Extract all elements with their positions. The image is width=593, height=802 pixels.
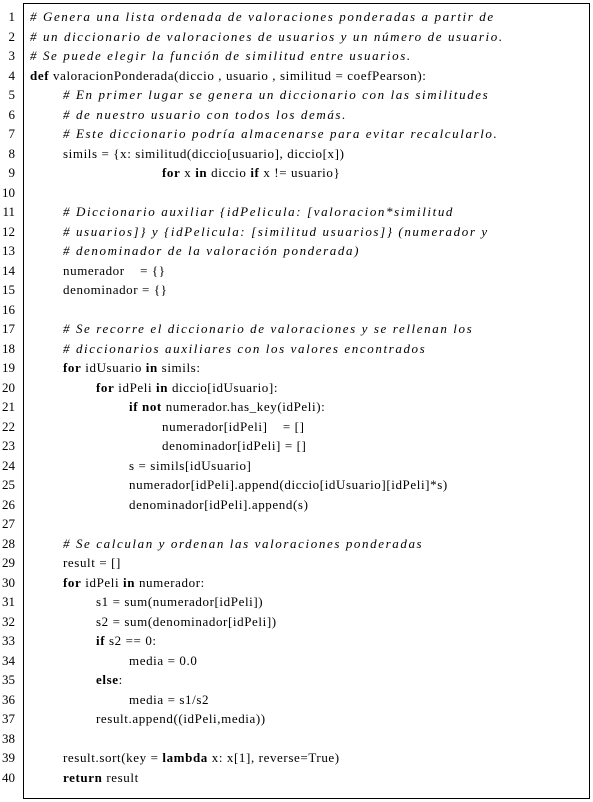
code-line [0, 358, 593, 377]
code-token: : [118, 672, 123, 687]
line-number: 37 [2, 711, 15, 726]
code-line [0, 241, 593, 260]
code-token: s2 = sum(denominador[idPeli]) [96, 613, 277, 629]
code-keyword: if not [129, 399, 162, 414]
code-text [129, 690, 209, 709]
line-number: 28 [2, 535, 15, 551]
code-keyword: in [195, 165, 208, 180]
code-line [0, 280, 593, 299]
code-line [0, 319, 593, 338]
line-number: 5 [8, 87, 15, 102]
code-text [162, 417, 305, 436]
code-text [63, 768, 139, 787]
line-number: 24 [2, 457, 15, 473]
code-token: result.sort(key = [63, 750, 163, 765]
code-line [0, 66, 593, 85]
code-line [0, 397, 593, 416]
code-keyword: for [63, 574, 82, 590]
line-number: 36 [2, 691, 15, 707]
code-token: s2 == 0: [105, 633, 157, 648]
code-line [0, 27, 593, 46]
code-token: media = 0.0 [129, 652, 198, 668]
code-line [0, 612, 593, 631]
code-token: simils = {x: similitud(diccio[usuario], diccio[x]) [63, 145, 345, 161]
line-number: 14 [2, 262, 15, 278]
line-number: 30 [2, 574, 15, 590]
code-line [0, 748, 593, 767]
code-text [63, 261, 166, 280]
code-comment: # denominador de la valoración ponderada) [63, 243, 361, 258]
code-comment: # diccionarios auxiliares con los valores encontrados [63, 340, 427, 356]
line-number: 12 [2, 223, 15, 239]
line-number: 6 [8, 106, 15, 122]
code-text [63, 144, 345, 163]
code-keyword: in [145, 360, 158, 375]
code-text [63, 358, 201, 377]
code-text [30, 66, 427, 85]
code-token: x != usuario} [259, 165, 341, 180]
line-number: 32 [2, 613, 15, 629]
code-line [0, 690, 593, 709]
code-line [0, 105, 593, 124]
code-text [96, 709, 266, 728]
code-token: denominador[idPeli] = [] [162, 438, 307, 453]
code-line [0, 534, 593, 553]
line-number: 20 [2, 379, 15, 395]
code-line [0, 144, 593, 163]
code-keyword: if [96, 633, 106, 648]
code-comment: # Genera una lista ordenada de valoraciones ponderadas a partir de [30, 9, 495, 24]
code-text [63, 202, 454, 221]
code-token: result = [] [63, 555, 121, 570]
code-token: diccio[idUsuario]: [168, 379, 279, 395]
code-line [0, 222, 593, 241]
code-token: result.append((idPeli,media)) [96, 711, 266, 726]
code-token: x [180, 165, 196, 180]
code-comment: # Este diccionario podría almacenarse para evitar recalcularlo. [63, 126, 499, 141]
line-number: 9 [8, 165, 15, 180]
code-line [0, 163, 593, 182]
code-text [30, 27, 504, 46]
code-text [63, 553, 121, 572]
line-number: 8 [8, 145, 15, 161]
code-comment: # En primer lugar se genera un diccionario con las similitudes [63, 87, 490, 102]
code-text [63, 319, 473, 338]
code-comment: # de nuestro usuario con todos los demás. [63, 106, 347, 122]
code-text [129, 475, 448, 494]
code-token: numerador = {} [63, 262, 166, 278]
line-number: 1 [8, 9, 15, 24]
code-comment: # un diccionario de valoraciones de usuarios y un número de usuario. [30, 28, 504, 44]
line-number: 25 [2, 477, 15, 492]
code-token: simils: [157, 360, 201, 375]
code-line [0, 417, 593, 436]
code-line [0, 339, 593, 358]
code-text [96, 670, 123, 689]
code-token: s = simils[idUsuario] [129, 457, 252, 473]
line-number: 17 [2, 321, 15, 336]
code-text [63, 124, 498, 143]
code-token: result [102, 769, 139, 785]
code-token: valoracionPonderada(diccio , usuario , similitud = coefPearson): [49, 67, 427, 83]
code-line [0, 183, 593, 202]
code-line [0, 46, 593, 65]
code-token: idUsuario [81, 360, 146, 375]
code-line [0, 7, 593, 26]
code-comment: # Se recorre el diccionario de valoraciones y se rellenan los [63, 321, 474, 336]
code-line [0, 261, 593, 280]
code-keyword: lambda [162, 750, 208, 765]
line-number: 34 [2, 652, 15, 668]
code-keyword: for [63, 360, 82, 375]
code-text [63, 534, 423, 553]
line-number: 31 [2, 594, 15, 609]
code-line [0, 573, 593, 592]
line-number: 39 [2, 750, 15, 765]
line-number: 10 [2, 184, 15, 200]
line-number: 19 [2, 360, 15, 375]
code-text [96, 378, 278, 397]
code-keyword: for [96, 379, 115, 395]
code-line [0, 709, 593, 728]
code-token: s1 = sum(numerador[idPeli]) [96, 594, 264, 609]
code-token: idPeli [81, 574, 124, 590]
code-text [162, 163, 340, 182]
line-number: 26 [2, 496, 15, 512]
line-number: 38 [2, 730, 15, 746]
code-token: denominador = {} [63, 282, 168, 297]
line-number: 16 [2, 301, 15, 317]
line-number: 18 [2, 340, 15, 356]
line-number: 22 [2, 418, 15, 434]
code-keyword: in [123, 574, 136, 590]
code-text [30, 7, 495, 26]
code-token: numerador[idPeli].append(diccio[idUsuario][idPeli]*s) [129, 477, 448, 492]
code-line [0, 514, 593, 533]
code-line [0, 124, 593, 143]
code-text [129, 397, 325, 416]
code-text [162, 436, 306, 455]
code-line [0, 456, 593, 475]
code-keyword: in [156, 379, 169, 395]
code-text [63, 339, 426, 358]
code-text [63, 241, 360, 260]
line-number: 13 [2, 243, 15, 258]
code-token: numerador: [135, 574, 205, 590]
code-line [0, 631, 593, 650]
code-text [63, 222, 489, 241]
line-number: 21 [2, 399, 15, 414]
code-text [129, 495, 309, 514]
line-number: 4 [8, 67, 15, 83]
code-line [0, 651, 593, 670]
code-keyword: for [162, 165, 181, 180]
code-comment: # Se calculan y ordenan las valoraciones ponderadas [63, 535, 424, 551]
code-token: numerador[idPeli] = [] [162, 418, 305, 434]
code-line [0, 592, 593, 611]
code-line [0, 378, 593, 397]
code-line [0, 768, 593, 787]
code-token: idPeli [114, 379, 157, 395]
code-line [0, 85, 593, 104]
code-line [0, 475, 593, 494]
code-text [63, 280, 168, 299]
code-token: media = s1/s2 [129, 691, 210, 707]
code-text [96, 631, 157, 650]
code-comment: # Se puede elegir la función de similitud entre usuarios. [30, 48, 412, 63]
code-line [0, 202, 593, 221]
code-text [63, 85, 489, 104]
code-keyword: else [96, 672, 119, 687]
code-token: x: x[1], reverse=True) [207, 750, 340, 765]
line-number: 29 [2, 555, 15, 570]
code-line [0, 300, 593, 319]
code-text [63, 573, 205, 592]
code-line [0, 553, 593, 572]
line-number: 27 [2, 516, 15, 531]
code-text [63, 105, 347, 124]
code-keyword: return [63, 769, 103, 785]
code-token: denominador[idPeli].append(s) [129, 496, 309, 512]
line-number: 40 [2, 769, 15, 785]
code-text [30, 46, 412, 65]
line-number: 7 [8, 126, 15, 141]
code-text [129, 456, 251, 475]
code-text [96, 612, 277, 631]
line-number: 15 [2, 282, 15, 297]
code-comment: # usuarios]} y {idPelicula: [similitud usuarios]} (numerador y [63, 223, 489, 239]
code-line [0, 495, 593, 514]
code-line [0, 729, 593, 748]
line-number: 2 [8, 28, 15, 44]
code-text [96, 592, 263, 611]
line-number: 3 [8, 48, 15, 63]
code-token: numerador.has_key(idPeli): [161, 399, 326, 414]
code-line [0, 436, 593, 455]
code-comment: # Diccionario auxiliar {idPelicula: [valoracion*similitud [63, 204, 455, 219]
code-keyword: def [30, 67, 50, 83]
code-text [63, 748, 340, 767]
line-number: 23 [2, 438, 15, 453]
line-number: 35 [2, 672, 15, 687]
code-line [0, 670, 593, 689]
code-text [129, 651, 197, 670]
code-token: diccio [207, 165, 251, 180]
line-number: 11 [2, 204, 15, 219]
code-keyword: if [250, 165, 260, 180]
line-number: 33 [2, 633, 15, 648]
